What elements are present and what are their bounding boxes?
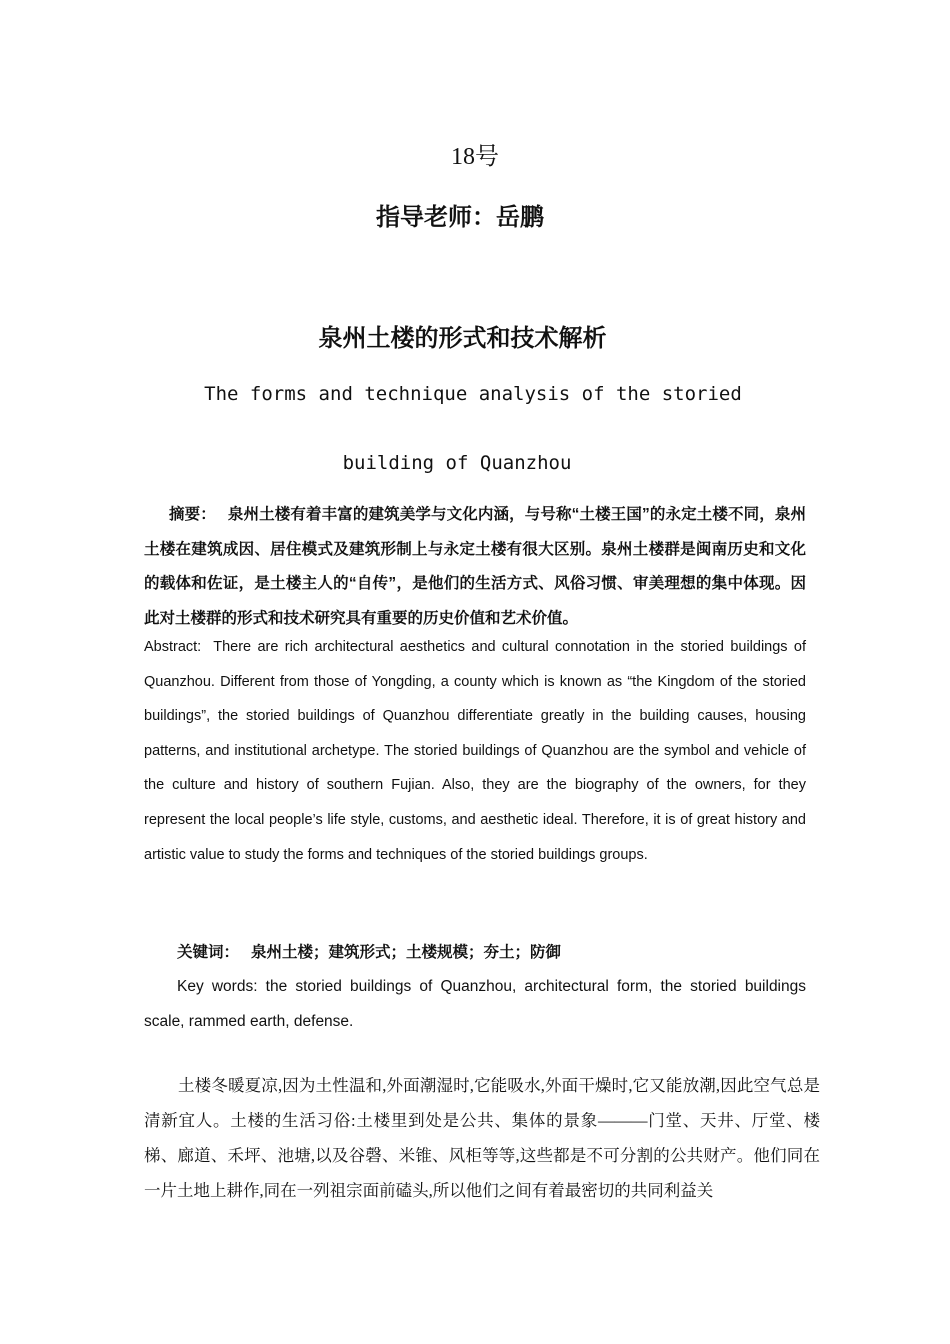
english-title-line-2: building of Quanzhou bbox=[342, 452, 572, 474]
body-paragraph: 土楼冬暖夏凉,因为土性温和,外面潮湿时,它能吸水,外面干燥时,它又能放潮,因此空气总是清新宜人。土楼的生活习俗:土楼里到处是公共、集体的景象———门堂、天井、厅堂、楼梯、廊道、禾坪、池塘,以及谷磬、米锥、风柜等等,这些都是不可分割的公共财产。他们同在一片土地上耕作,同在一列祖宗面前磕头,所以他们之间有着最密切的共同利益关 bbox=[144, 1076, 820, 1200]
english-abstract bbox=[144, 630, 806, 872]
english-keywords bbox=[144, 969, 806, 1039]
chinese-title: 泉州土楼的形式和技术解析 bbox=[318, 325, 607, 352]
english-title-line-1: The forms and technique analysis of the storied bbox=[204, 383, 742, 405]
advisor-line: 指导老师：岳鹏 bbox=[376, 204, 544, 231]
chinese-keywords bbox=[177, 940, 817, 962]
chinese-keywords-label: 关键词： bbox=[177, 944, 240, 961]
chinese-abstract-label: 摘要： bbox=[169, 506, 216, 523]
english-abstract-text: There are rich architectural aesthetics and cultural connotation in the storied buildings of Quanzhou. Different from those of Yongding, a county which is known as “the Kingdom of the storied buildings”, the storied buildings of Quanzhou differentiate greatly in the building causes, housing patterns, and institutional archetype. The storied buildings of Quanzhou are the symbol and vehicle of the culture and history of southern Fujian. Also, they are the biography of the owners, for they represent the local people’s life style, customs, and aesthetic ideal. Therefore, it is of great history and artistic value to study the forms and techniques of the storied buildings groups. bbox=[144, 639, 806, 863]
document-number: 18号 bbox=[451, 144, 499, 170]
chinese-abstract-text: 泉州土楼有着丰富的建筑美学与文化内涵，与号称“土楼王国”的永定土楼不同，泉州土楼在建筑成因、居住模式及建筑形制上与永定土楼有很大区别。泉州土楼群是闽南历史和文化的载体和佐证，是土楼主人的“自传”，是他们的生活方式、风俗习惯、审美理想的集中体现。因此对土楼群的形式和技术研究具有重要的历史价值和艺术价值。 bbox=[144, 506, 806, 627]
chinese-keywords-text: 泉州土楼；建筑形式；土楼规模；夯土；防御 bbox=[251, 944, 562, 961]
chinese-abstract bbox=[144, 498, 806, 636]
english-keywords-text: the storied buildings of Quanzhou, architectural form, the storied buildings scale, rammed earth, defense. bbox=[144, 978, 806, 1030]
english-abstract-label: Abstract: bbox=[144, 639, 202, 655]
english-keywords-label: Key words: bbox=[177, 978, 258, 995]
